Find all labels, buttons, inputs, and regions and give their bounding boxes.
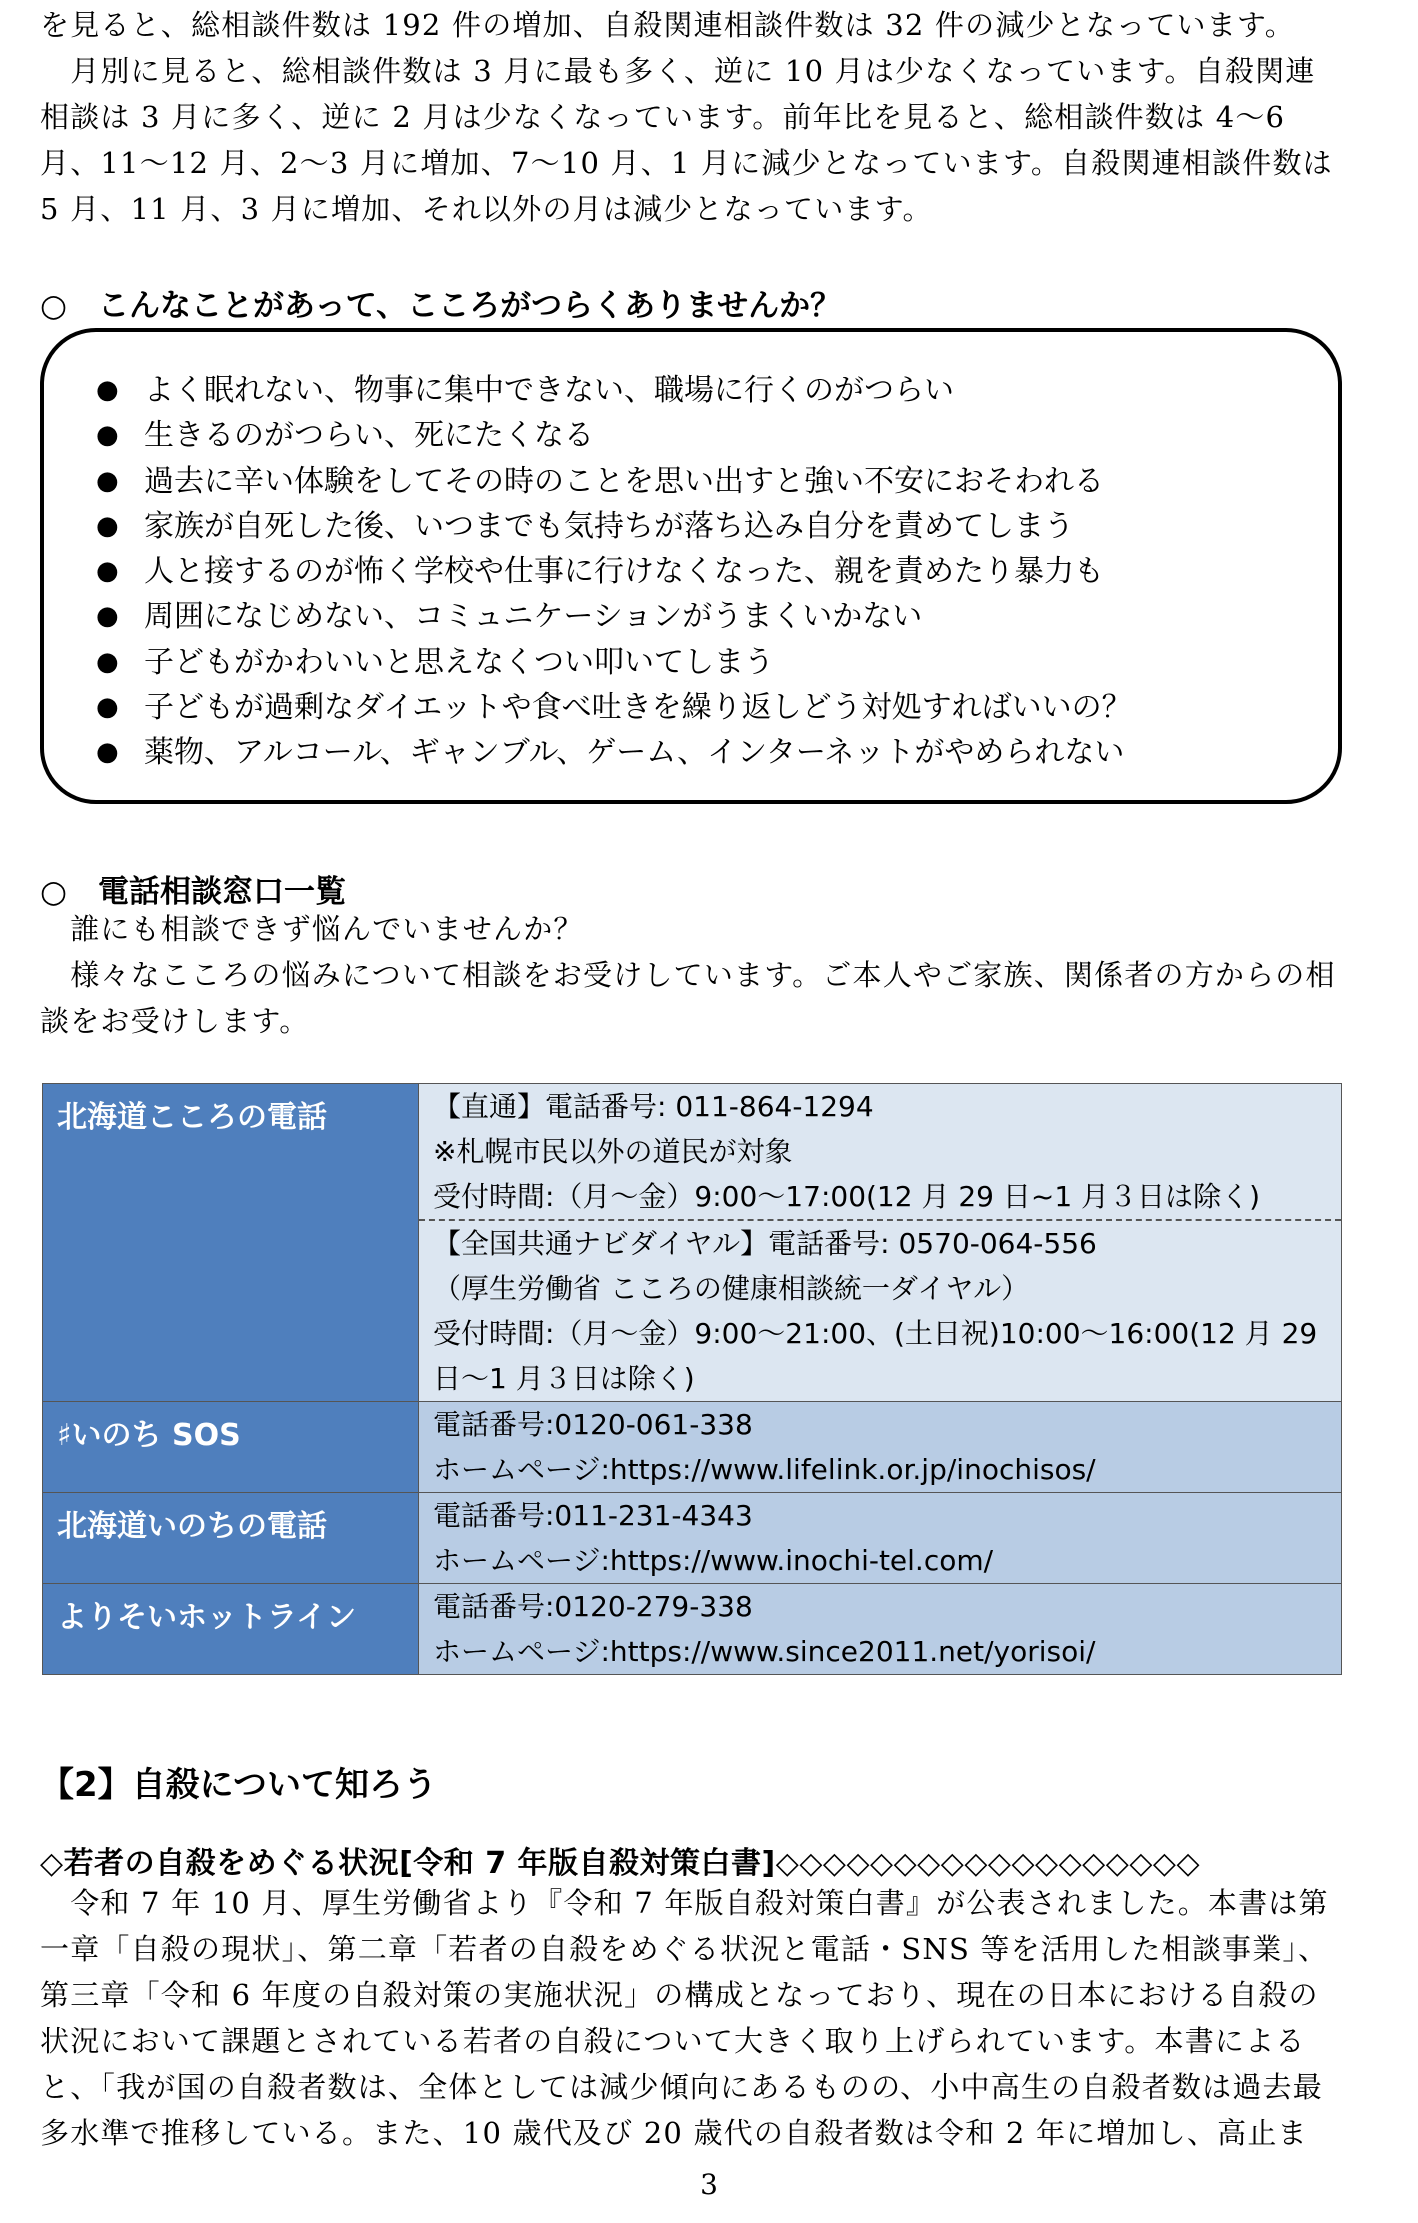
- worry-item-text: 生きるのがつらい、死にたくなる: [144, 418, 594, 454]
- bullet-icon: ●: [96, 646, 119, 677]
- worries-box: [40, 328, 1342, 804]
- bullet-icon: ●: [96, 420, 119, 451]
- worry-item-text: 子どもが過剰なダイエットや食べ吐きを繰り返しどう対処すればいいの？: [144, 690, 1132, 726]
- worry-item: [96, 549, 1132, 594]
- worry-item-text: 薬物、アルコール、ギャンブル、ゲーム、インターネットがやめられない: [144, 735, 1125, 771]
- phone-row: [43, 1493, 1342, 1584]
- phone-row: [43, 1402, 1342, 1493]
- worry-item-text: 過去に辛い体験をしてその時のことを思い出すと強い不安におそわれる: [144, 463, 1104, 499]
- worry-item: [96, 368, 1132, 413]
- worry-item: [96, 730, 1132, 775]
- bullet-icon: ●: [96, 601, 119, 632]
- detail-line: ホームページ:https://www.since2011.net/yorisoi/: [433, 1635, 1096, 1668]
- worry-item-text: 周囲になじめない、コミュニケーションがうまくいかない: [144, 599, 923, 635]
- worries-heading: ○ こんなことがあって、こころがつらくありませんか？: [40, 288, 842, 324]
- detail-block: [419, 1493, 1341, 1583]
- detail-line: （厚生労働省 こころの健康相談統一ダイヤル）: [433, 1272, 1030, 1305]
- phone-row: [43, 1584, 1342, 1675]
- detail-line: 電話番号:0120-279-338: [433, 1590, 753, 1623]
- worry-item: [96, 640, 1132, 685]
- worry-item-text: 家族が自死した後、いつまでも気持ちが落ち込み自分を責めてしまう: [144, 508, 1074, 544]
- detail-block: [419, 1221, 1341, 1401]
- bullet-icon: ●: [96, 375, 119, 405]
- bullet-icon: ●: [96, 737, 119, 768]
- service-name: 北海道こころの電話: [43, 1084, 419, 1402]
- intro-line-1: を見ると、総相談件数は 192 件の増加、自殺関連相談件数は 32 件の減少となっています。: [40, 8, 1296, 42]
- detail-line: 【直通】電話番号: 011-864-1294: [433, 1090, 874, 1123]
- section2-heading: 【2】自殺について知ろう: [40, 1765, 437, 1805]
- service-details: [419, 1493, 1342, 1584]
- bullet-icon: ●: [96, 556, 119, 587]
- worry-item: [96, 685, 1132, 730]
- worries-list: [96, 368, 1132, 776]
- service-details: [419, 1402, 1342, 1493]
- detail-block: [419, 1402, 1341, 1492]
- section2-body: 令和 7 年 10 月、厚生労働省より『令和 7 年版自殺対策白書』が公表されました。本書は第一章「自殺の現状」、第二章「若者の自殺をめぐる状況と電話・SNS 等を活用した相談事業」、第三章「令和 6 年度の自殺対策の実施状況」の構成となっており、現在の日本における自殺の状況において課題とされている若者の自殺について大きく取り上げられています。本書によると、「我が国の自殺者数は、全体としては減少傾向にあるものの、小中高生の自殺者数は過去最多水準で推移している。また、10 歳代及び 20 歳代の自殺者数は令和 2 年に増加し、高止ま: [40, 1886, 1329, 2150]
- worry-item: [96, 504, 1132, 549]
- detail-line: 電話番号:011-231-4343: [433, 1499, 753, 1532]
- detail-line: ホームページ:https://www.lifelink.or.jp/inochisos/: [433, 1453, 1096, 1486]
- service-details: [419, 1584, 1342, 1675]
- intro-paragraph-monthly: 月別に見ると、総相談件数は 3 月に最も多く、逆に 10 月は少なくなっています。自殺関連相談は 3 月に多く、逆に 2 月は少なくなっています。前年比を見ると、総相談件数は 4〜6 月、11〜12 月、2〜3 月に増加、7〜10 月、1 月に減少となっています。自殺関連相談件数は 5 月、11 月、3 月に増加、それ以外の月は減少となっています。: [40, 54, 1333, 226]
- worry-item-text: 人と接するのが怖く学校や仕事に行けなくなった、親を責めたり暴力も: [144, 554, 1104, 590]
- page-number: 3: [700, 2168, 718, 2201]
- service-name: ♯いのち SOS: [43, 1402, 419, 1493]
- detail-line: 電話番号:0120-061-338: [433, 1408, 753, 1441]
- service-details: [419, 1084, 1342, 1402]
- worry-item-text: 子どもがかわいいと思えなくつい叩いてしまう: [144, 644, 774, 680]
- detail-line: ホームページ:https://www.inochi-tel.com/: [433, 1544, 994, 1577]
- phone-heading: ○ 電話相談窓口一覧: [40, 874, 347, 910]
- section2-subheading: ◇若者の自殺をめぐる状況[令和 7 年版自殺対策白書]◇◇◇◇◇◇◇◇◇◇◇◇◇◇◇◇◇◇: [40, 1846, 1201, 1881]
- phone-row: [43, 1084, 1342, 1402]
- bullet-icon: ●: [96, 692, 119, 723]
- service-name: よりそいホットライン: [43, 1584, 419, 1675]
- detail-line: 受付時間:（月～金）9:00～17:00(12 月 29 日~1 月３日は除く): [433, 1180, 1260, 1213]
- phone-intro-line-2: 様々なこころの悩みについて相談をお受けしています。ご本人やご家族、関係者の方からの相談をお受けします。: [40, 958, 1336, 1038]
- worry-item: [96, 413, 1132, 458]
- bullet-icon: ●: [96, 510, 119, 541]
- worry-item-text: よく眠れない、物事に集中できない、職場に行くのがつらい: [144, 373, 954, 408]
- detail-line: ※札幌市民以外の道民が対象: [433, 1135, 793, 1168]
- detail-line: 受付時間:（月～金）9:00～21:00、(土日祝)10:00～16:00(12 月 29 日～1 月３日は除く): [433, 1317, 1318, 1395]
- detail-line: 【全国共通ナビダイヤル】電話番号: 0570-064-556: [433, 1227, 1097, 1260]
- detail-block: [419, 1084, 1341, 1221]
- phone-consultation-table: [42, 1083, 1342, 1675]
- phone-intro-line-1: 誰にも相談できず悩んでいませんか？: [40, 912, 584, 946]
- bullet-icon: ●: [96, 465, 119, 496]
- detail-block: [419, 1584, 1341, 1674]
- worry-item: [96, 459, 1132, 504]
- worry-item: [96, 594, 1132, 639]
- service-name: 北海道いのちの電話: [43, 1493, 419, 1584]
